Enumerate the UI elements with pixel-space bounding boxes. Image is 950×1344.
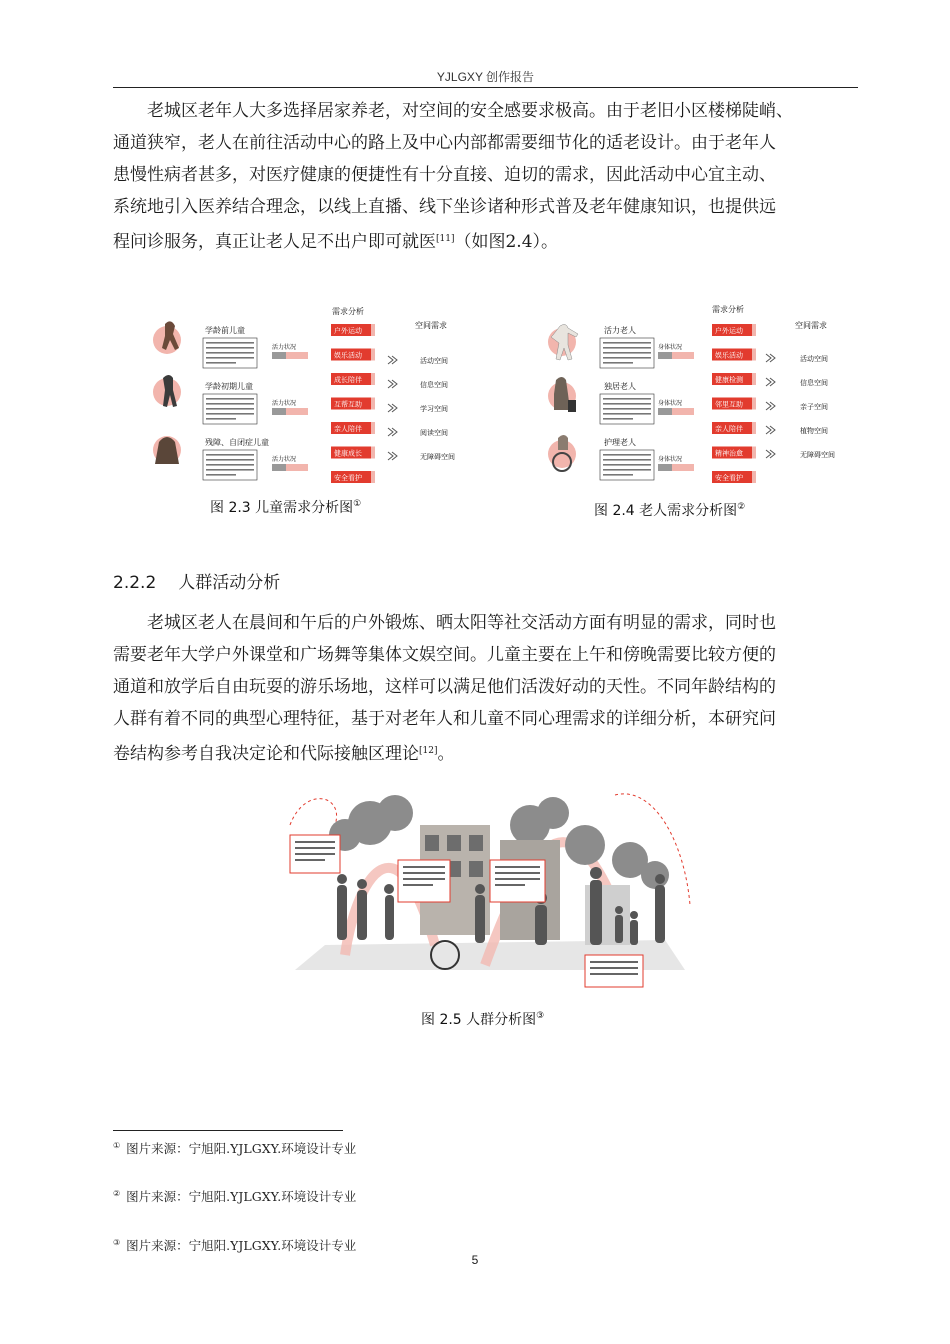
- section-number: 2.2.2: [113, 573, 157, 593]
- description-line: [603, 352, 651, 354]
- status-bar-fill: [658, 352, 672, 359]
- p1-line-4: 系统地引入医养结合理念，以线上直播、线下坐诊诸种形式普及老年健康知识，也提供远: [113, 197, 776, 217]
- status-bar-fill: [658, 464, 672, 471]
- description-line: [206, 454, 254, 456]
- p2-line-4: 人群有着不同的典型心理特征，基于对老年人和儿童不同心理需求的详细分析，本研究问: [113, 709, 776, 729]
- page-number: 5: [471, 1253, 479, 1267]
- description-line: [603, 464, 651, 466]
- figure-2-5-caption-text: 图 2.5 人群分析图: [421, 1012, 537, 1028]
- status-label: 活力状况: [272, 400, 297, 407]
- description-line: [603, 474, 633, 476]
- footnote-3-text: 图片来源：宁旭阳.YJLGXY.环境设计专业: [126, 1238, 357, 1253]
- chevron-right-icon: [388, 452, 397, 460]
- space-label: 信息空间: [800, 379, 828, 387]
- space-label: 植物空间: [800, 427, 828, 435]
- footnote-3-mark: ③: [113, 1238, 121, 1247]
- description-line: [603, 398, 651, 400]
- description-line: [603, 342, 651, 344]
- footnote-3: [113, 1236, 356, 1254]
- dashed-path-left: [290, 799, 337, 825]
- need-label: 成长陪伴: [334, 376, 362, 384]
- elder-figure-1: [548, 324, 578, 360]
- status-label: 活力状况: [272, 456, 297, 463]
- p1-line-5-text: 程问诊服务，真正让老人足不出户即可就医: [113, 232, 436, 252]
- chevron-right-icon: [388, 428, 397, 436]
- space-header: 空间需求: [415, 321, 447, 330]
- need-label: 互帮互助: [334, 400, 362, 409]
- need-label: 娱乐活动: [715, 351, 743, 360]
- description-line: [206, 408, 254, 410]
- paragraph-2: [113, 607, 863, 770]
- p1-line-5-tail: （如图2.4）。: [454, 232, 559, 252]
- chevron-right-icon: [766, 378, 775, 386]
- description-line: [603, 403, 651, 405]
- elder-figure-3: [548, 435, 576, 471]
- chevron-right-icon: [766, 354, 775, 362]
- paragraph-1: [113, 95, 863, 258]
- needs-header: 需求分析: [332, 307, 364, 316]
- chevron-right-icon: [388, 380, 397, 388]
- space-label: 活动空间: [420, 357, 448, 365]
- page-header: YJLGXY 创作报告: [436, 70, 535, 84]
- p2-line-3: 通道和放学后自由玩耍的游乐场地，这样可以满足他们活泼好动的天性。不同年龄结构的: [113, 677, 776, 697]
- chevron-right-icon: [766, 426, 775, 434]
- footnote-1-mark: ①: [113, 1141, 121, 1150]
- space-label: 活动空间: [800, 355, 828, 363]
- need-label: 健康检测: [715, 376, 743, 384]
- need-label: 健康成长: [334, 449, 362, 458]
- description-line: [206, 413, 254, 415]
- space-label: 信息空间: [420, 381, 448, 389]
- description-line: [603, 362, 633, 364]
- need-label: 邻里互助: [715, 400, 743, 409]
- section-title: 人群活动分析: [178, 573, 281, 593]
- footnote-2-mark: ②: [113, 1189, 121, 1198]
- description-line: [206, 362, 236, 364]
- space-label: 亲子空间: [800, 403, 828, 411]
- description-line: [603, 454, 651, 456]
- need-label: 亲人陪伴: [334, 425, 362, 433]
- citation-11: [11]: [436, 234, 455, 244]
- description-line: [603, 357, 651, 359]
- description-line: [206, 352, 254, 354]
- status-label: 活力状况: [272, 344, 297, 351]
- need-label: 户外运动: [715, 327, 743, 335]
- figure-2-3-caption: [210, 497, 361, 517]
- description-line: [206, 398, 254, 400]
- needs-header: 需求分析: [712, 305, 744, 314]
- space-label: 学习空间: [420, 405, 448, 413]
- description-line: [206, 464, 254, 466]
- group-label: 残障、自闭症儿童: [205, 438, 269, 447]
- need-label: 安全看护: [334, 474, 362, 482]
- description-line: [206, 347, 254, 349]
- description-line: [603, 347, 651, 349]
- description-line: [206, 403, 254, 405]
- p2-line-2: 需要老年大学户外课堂和广场舞等集体文娱空间。儿童主要在上午和傍晚需要比较方便的: [113, 645, 776, 665]
- children-needs-diagram: [145, 300, 475, 490]
- chevron-right-icon: [766, 402, 775, 410]
- child-figure-2: [153, 375, 181, 407]
- status-bar-fill: [658, 408, 672, 415]
- citation-12: [12]: [419, 746, 438, 756]
- description-line: [206, 469, 254, 471]
- status-label: 身体状况: [658, 400, 683, 407]
- figure-2-4-caption-mark: ②: [737, 502, 746, 512]
- description-line: [206, 357, 254, 359]
- space-label: 无障碍空间: [420, 453, 455, 461]
- description-line: [603, 418, 633, 420]
- p1-line-1: 老城区老年人大多选择居家养老，对空间的安全感要求极高。由于老旧小区楼梯陡峭、: [147, 101, 793, 121]
- p2-line-5-text: 卷结构参考自我决定论和代际接触区理论: [113, 744, 419, 764]
- footnote-1: [113, 1139, 356, 1157]
- p1-line-3: 患慢性病者甚多，对医疗健康的便捷性有十分直接、迫切的需求，因此活动中心宜主动、: [113, 165, 776, 185]
- child-figure-3: [153, 436, 181, 464]
- description-line: [603, 408, 651, 410]
- p2-line-5-tail: 。: [437, 744, 455, 764]
- chevron-right-icon: [388, 404, 397, 412]
- group-label: 护理老人: [604, 438, 636, 447]
- footnote-2-text: 图片来源：宁旭阳.YJLGXY.环境设计专业: [126, 1189, 357, 1204]
- status-bar-fill: [272, 408, 286, 415]
- need-label: 户外运动: [334, 327, 362, 335]
- need-label: 精神治愈: [715, 449, 743, 458]
- description-line: [603, 459, 651, 461]
- footnote-rule: [113, 1130, 343, 1131]
- space-label: 无障碍空间: [800, 451, 835, 459]
- space-header: 空间需求: [795, 321, 827, 330]
- description-line: [603, 469, 651, 471]
- description-line: [206, 474, 236, 476]
- chevron-right-icon: [388, 356, 397, 364]
- description-line: [603, 413, 651, 415]
- status-label: 身体状况: [658, 456, 683, 463]
- footnote-1-text: 图片来源：宁旭阳.YJLGXY.环境设计专业: [126, 1141, 357, 1156]
- p2-line-1: 老城区老人在晨间和午后的户外锻炼、晒太阳等社交活动方面有明显的需求，同时也: [147, 613, 776, 633]
- header-rule: [113, 87, 858, 88]
- child-figure-1: [153, 321, 181, 354]
- group-label: 活力老人: [604, 326, 636, 335]
- elder-figure-2: [548, 377, 576, 412]
- p1-line-2: 通道狭窄，老人在前往活动中心的路上及中心内部都需要细节化的适老设计。由于老年人: [113, 133, 776, 153]
- chevron-right-icon: [766, 450, 775, 458]
- group-label: 独居老人: [604, 382, 636, 391]
- figure-2-5-caption-mark: ③: [536, 1011, 545, 1021]
- section-heading: [113, 568, 280, 593]
- description-line: [206, 342, 254, 344]
- status-bar-fill: [272, 352, 286, 359]
- status-bar-fill: [272, 464, 286, 471]
- group-label: 学龄前儿童: [205, 326, 245, 335]
- description-line: [206, 459, 254, 461]
- group-label: 学龄初期儿童: [205, 382, 253, 391]
- footnote-2: [113, 1187, 356, 1205]
- space-label: 阅读空间: [420, 429, 448, 437]
- crowd-analysis-illustration: [285, 765, 695, 990]
- figure-2-3-caption-text: 图 2.3 儿童需求分析图: [210, 500, 354, 516]
- need-label: 安全看护: [715, 474, 743, 482]
- need-label: 娱乐活动: [334, 351, 362, 360]
- description-line: [206, 418, 236, 420]
- figure-2-4-caption-text: 图 2.4 老人需求分析图: [594, 503, 738, 519]
- figure-2-3-caption-mark: ①: [353, 499, 362, 509]
- elderly-needs-diagram: [540, 300, 860, 490]
- status-label: 身体状况: [658, 344, 683, 351]
- figure-2-5-caption: [421, 1009, 544, 1029]
- figure-2-4-caption: [594, 500, 745, 520]
- need-label: 亲人陪伴: [715, 425, 743, 433]
